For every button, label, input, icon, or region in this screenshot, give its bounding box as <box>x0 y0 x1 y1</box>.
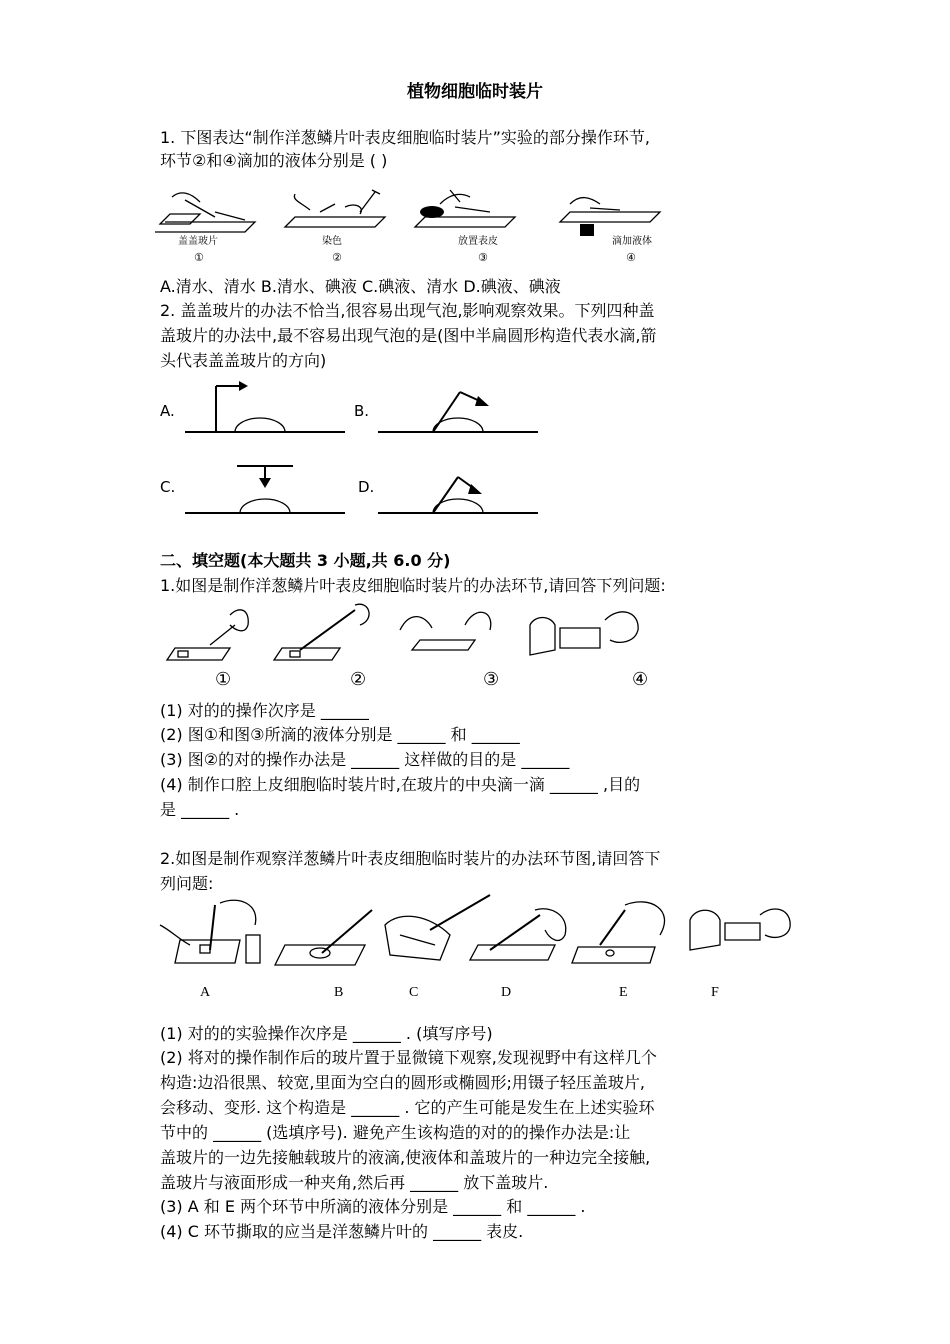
f2-letter-b: B <box>334 985 344 1000</box>
q2-option-b-diagram <box>378 380 538 440</box>
f1-question-3: (3) 图②的对的操作办法是 ______ 这样做的目的是 ______ <box>160 750 570 769</box>
f1-num-1: ① <box>215 669 232 690</box>
f2-figure <box>160 895 800 975</box>
f2-step-c-illustration <box>385 895 490 960</box>
f1-step-1-illustration <box>167 610 248 660</box>
f2-step-e-illustration <box>572 902 665 963</box>
f1-step-2-illustration <box>274 604 369 660</box>
f2-question-2-line5: 盖玻片的一边先接触载玻片的液滴,使液体和盖玻片的一种边完全接触, <box>160 1148 651 1167</box>
q1-caption-1: 盖盖玻片 <box>178 236 218 247</box>
f2-question-3: (3) A 和 E 两个环节中所滴的液体分别是 ______ 和 ______ . <box>160 1197 586 1216</box>
f1-figure <box>170 600 670 692</box>
f2-step-f-illustration <box>690 909 790 950</box>
section2-heading: 二、填空题(本大题共 3 小题,共 6.0 分) <box>160 551 451 570</box>
q1-step-2-illustration <box>285 190 385 227</box>
f1-question-2: (2) 图①和图③所滴的液体分别是 ______ 和 ______ <box>160 725 520 744</box>
page-title: 植物细胞临时装片 <box>407 82 543 102</box>
q2-stem-line1: 2. 盖盖玻片的办法不恰当,很容易出现气泡,影响观察效果。下列四种盖 <box>160 301 655 320</box>
q1-num-4: ④ <box>626 251 636 264</box>
f1-step-3-illustration <box>400 612 491 650</box>
q2-stem-line3: 头代表盖盖玻片的方向) <box>160 351 327 370</box>
q2-option-b-label: B. <box>354 402 370 420</box>
f2-intro-line1: 2.如图是制作观察洋葱鳞片叶表皮细胞临时装片的办法环节图,请回答下 <box>160 849 661 868</box>
f1-question-4-line2: 是 ______ . <box>160 800 240 819</box>
f1-num-2: ② <box>350 669 367 690</box>
f2-letter-d: D <box>501 985 512 1000</box>
f2-step-a-illustration <box>160 900 260 963</box>
f2-question-1: (1) 对的的实验操作次序是 ______ . (填写序号) <box>160 1024 493 1043</box>
q2-option-c-label: C. <box>160 478 176 496</box>
q1-caption-4: 滴加液体 <box>612 236 652 247</box>
q1-caption-3: 放置表皮 <box>458 236 498 247</box>
q1-num-2: ② <box>332 251 342 264</box>
f2-question-2-line4: 节中的 ______ (选填序号). 避免产生该构造的对的的操作办法是:让 <box>160 1123 631 1142</box>
q1-options: A.清水、清水 B.清水、碘液 C.碘液、清水 D.碘液、碘液 <box>160 277 561 296</box>
f2-step-b-illustration <box>275 910 372 965</box>
f1-step-4-illustration <box>530 612 638 655</box>
f1-question-4-line1: (4) 制作口腔上皮细胞临时装片时,在玻片的中央滴一滴 ______ ,目的 <box>160 775 641 794</box>
f1-question-1: (1) 对的的操作次序是 ______ <box>160 701 369 720</box>
q1-stem-line1: 1. 下图表达“制作洋葱鳞片叶表皮细胞临时装片”实验的部分操作环节, <box>160 128 651 147</box>
f2-question-4: (4) C 环节撕取的应当是洋葱鳞片叶的 ______ 表皮. <box>160 1222 524 1241</box>
q1-step-3-illustration <box>415 190 515 227</box>
q1-stem-line2: 环节②和④滴加的液体分别是 ( ) <box>160 151 388 170</box>
f1-num-4: ④ <box>632 669 649 690</box>
f1-num-3: ③ <box>483 669 500 690</box>
q1-num-3: ③ <box>478 251 488 264</box>
q2-option-a-label: A. <box>160 402 175 420</box>
q2-stem-line2: 盖玻片的办法中,最不容易出现气泡的是(图中半扁圆形构造代表水滴,箭 <box>160 326 657 345</box>
q1-step-1-illustration <box>155 193 255 232</box>
f2-letter-c: C <box>409 985 419 1000</box>
q1-num-1: ① <box>194 251 204 264</box>
f2-intro-line2: 列问题: <box>160 874 214 893</box>
q1-caption-2: 染色 <box>322 236 342 247</box>
q2-option-d-label: D. <box>358 478 375 496</box>
q1-step-4-illustration <box>560 198 660 236</box>
f2-question-2-line2: 构造:边沿很黑、较宽,里面为空白的圆形或椭圆形;用镊子轻压盖玻片, <box>160 1073 645 1092</box>
f1-intro: 1.如图是制作洋葱鳞片叶表皮细胞临时装片的办法环节,请回答下列问题: <box>160 576 666 595</box>
f2-question-2-line3: 会移动、变形. 这个构造是 ______ . 它的产生可能是发生在上述实验环 <box>160 1098 655 1117</box>
f2-question-2-line1: (2) 将对的操作制作后的玻片置于显微镜下观察,发现视野中有这样几个 <box>160 1048 657 1067</box>
f2-letter-e: E <box>619 985 628 1000</box>
f2-letter-a: A <box>200 985 211 1000</box>
q2-option-d-diagram <box>378 460 538 520</box>
f2-letter-f: F <box>711 985 719 1000</box>
q1-figure <box>160 182 680 267</box>
f2-step-d-illustration <box>470 909 566 960</box>
f2-question-2-line6: 盖玻片与液面形成一种夹角,然后再 ______ 放下盖玻片. <box>160 1173 549 1192</box>
q2-option-a-diagram <box>185 380 345 440</box>
q2-option-c-diagram <box>185 460 345 520</box>
